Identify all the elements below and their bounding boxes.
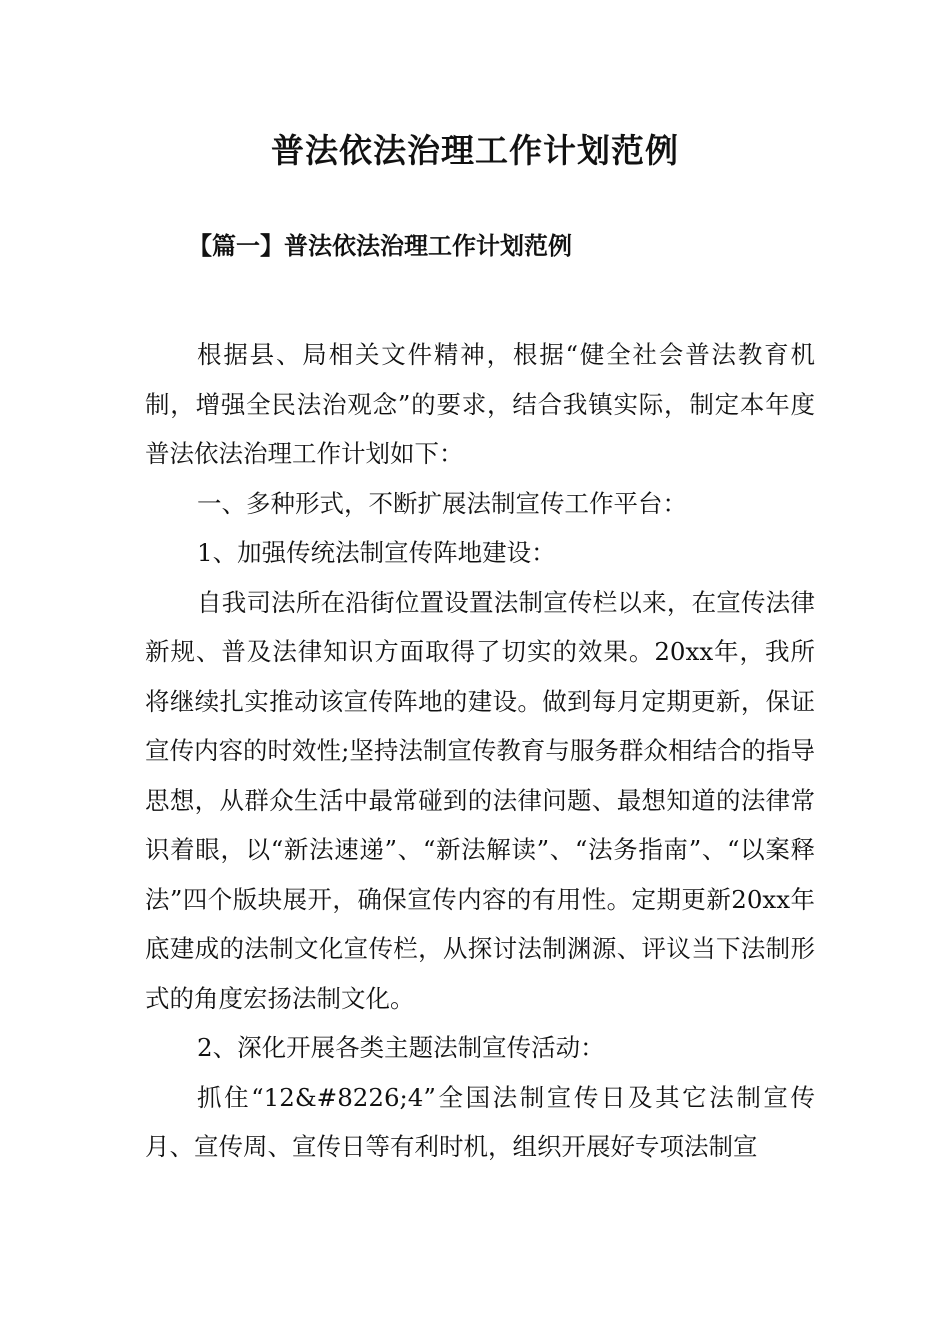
paragraph-body-2: 抓住“12&#8226;4”全国法制宣传日及其它法制宣传月、宣传周、宣传日等有利时机，组织开展好专项法制宣 <box>145 1082 815 1161</box>
section-heading: 【篇一】普法依法治理工作计划范例 <box>188 231 572 260</box>
paragraph-heading-1: 一、多种形式，不断扩展法制宣传工作平台： <box>197 488 687 518</box>
document-title: 普法依法治理工作计划范例 <box>271 131 679 170</box>
paragraph-subheading-1: 1、加强传统法制宣传阵地建设： <box>197 538 556 567</box>
paragraph-body-1: 自我司法所在沿街位置设置法制宣传栏以来，在宣传法律新规、普及法律知识方面取得了切实的效果。20xx年，我所将继续扎实推动该宣传阵地的建设。做到每月定期更新，保证宣传内容的时效性;坚持法制宣传教育与服务群众相结合的指导思想，从群众生活中最常碰到的法律问题、最想知道的法律常识着眼，以“新法速递”、“新法解读”、“法务指南”、“以案释法”四个版块展开，确保宣传内容的有用性。定期更新20xx年底建成的法制文化宣传栏，从探讨法制渊源、评议当下法制形式的角度宏扬法制文化。 <box>145 587 815 1013</box>
paragraph-intro: 根据县、局相关文件精神，根据“健全社会普法教育机制，增强全民法治观念”的要求，结合我镇实际，制定本年度普法依法治理工作计划如下： <box>145 340 815 468</box>
paragraph-subheading-2: 2、深化开展各类主题法制宣传活动： <box>197 1033 605 1062</box>
document-body <box>145 330 815 1172</box>
